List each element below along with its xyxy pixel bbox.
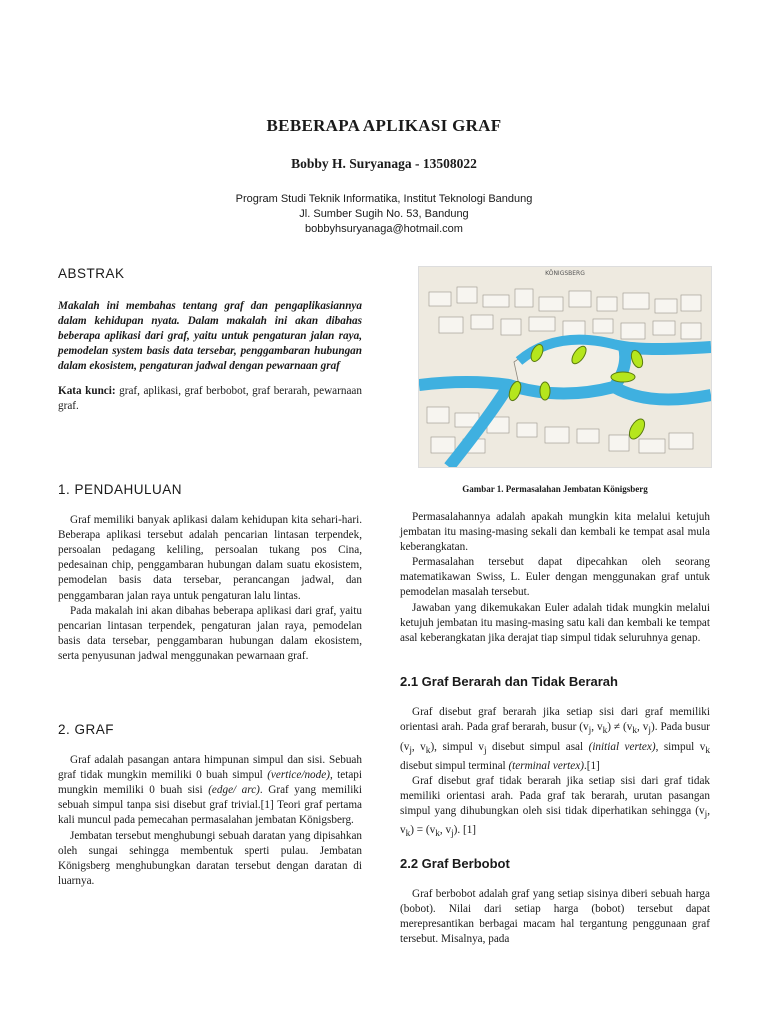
affiliation-line-1: Program Studi Teknik Informatika, Institut Teknologi Bandung (235, 193, 533, 205)
author-email: bobbyhsuryanaga@hotmail.com (305, 223, 463, 235)
abstract-heading: ABSTRAK (58, 266, 125, 281)
konigsberg-map (419, 267, 711, 467)
abstract-text: Makalah ini membahas tentang graf dan pengaplikasiannya dalam kehidupan nyata. Dalam makalah ini akan dibahas beberapa aplikasi dari graf, yaitu untuk pengaturan jalan raya, pemodelan system basis data tersebar, penggambaran hubungan dalam ekosistem, pengaturan jadwal dengan pewarnaan graf (58, 300, 362, 373)
section-2-heading: 2. GRAF (58, 722, 115, 737)
section-2-1 (400, 674, 710, 843)
section-1-paragraph-1: Graf memiliki banyak aplikasi dalam kehidupan kita sehari-hari. Beberapa aplikasi tersebut adalah pencarian lintasan terpendek, persoalan pedagang keliling, persoalan tukang pos Cina, pedesainan chip, penggambaran hubungan dalam suatu ekosistem, pemodelan basis data tersebar, perancangan jadwal, dan penggambaran jalan raya untuk pengaturan lalu lintas. (58, 514, 362, 602)
section-graf (58, 722, 362, 889)
author-line: Bobby H. Suryanaga - 13508022 (291, 156, 477, 171)
section-2-1-heading: 2.1 Graf Berarah dan Tidak Berarah (400, 674, 618, 689)
keywords-line (58, 384, 362, 414)
right-paragraph-3: Jawaban yang dikemukakan Euler adalah tidak mungkin melalui ketujuh jembatan itu masing-masing satu kali dan kembali ke tempat asal keberangkatan jika derajat tiap simpul tidak seluruhnya genap. (400, 601, 710, 644)
right-paragraph-2: Permasalahan tersebut dapat dipecahkan oleh seorang matematikawan Swiss, L. Euler dengan menggunakan graf untuk pemodelan masalah tersebut. (400, 556, 710, 599)
right-column-body (400, 510, 710, 646)
konigsberg-map-figure (418, 266, 712, 468)
map-label: KÖNIGSBERG (545, 270, 585, 277)
section-1-paragraph-2: Pada makalah ini akan dibahas beberapa aplikasi dari graf, yaitu pencarian lintasan terpendek, pengaturan jalan raya, pemodelan basis data tersebar, penggambaran hubungan dalam ekosistem, serta penyusunan jadwal menggunakan pewarnaan graf. (58, 604, 362, 662)
abstract-section (58, 266, 362, 414)
section-2-1-paragraph-1: Graf disebut graf berarah jika setiap sisi dari graf memiliki orientasi arah. Pada graf berarah, busur ($v_j$, $v_k) \ne (v_k$, $v_j$). Pada busur ($v_j$, $v_k$), simpul $v_j$ disebut simpul asal (initial vertex), simpul $v_k$ disebut simpul terminal (terminal vertex).[1] (400, 706, 711, 772)
affiliation-line-2: Jl. Sumber Sugih No. 53, Bandung (299, 208, 469, 220)
section-2-paragraph-2: Jembatan tersebut menghubungi sebuah daratan yang dipisahkan oleh sungai sehingga membentuk sperti pulau. Jembatan Königsberg menghubungkan daratan tersebut dengan daratan di luarnya. (58, 829, 362, 887)
paper-title: BEBERAPA APLIKASI GRAF (266, 116, 502, 135)
section-1-heading: 1. PENDAHULUAN (58, 482, 183, 497)
right-paragraph-1: Permasalahannya adalah apakah mungkin kita melalui ketujuh jembatan itu masing-masing sekali dan kembali ke tempat asal mula keberangkatan. (400, 511, 710, 554)
keywords-label: Kata kunci: (58, 384, 116, 397)
section-2-2 (400, 856, 710, 947)
affiliation-block (0, 192, 768, 237)
section-2-2-paragraph-1: Graf berbobot adalah graf yang setiap sisinya diberi sebuah harga (bobot). Nilai dari setiap harga (bobot) tersebut dapat merepresantikan berbagai macam hal tergantung penggunaan graf tersebut. Misalnya, pada (400, 888, 710, 946)
section-2-paragraph-1: Graf adalah pasangan antara himpunan simpul dan sisi. Sebuah graf tidak mungkin memiliki 0 buah simpul (vertice/node), tetapi mungkin memiliki 0 buah sisi (edge/ arc). Graf yang memiliki sebuah simpul tanpa sisi disebut graf trivial.[1] Teori graf pertama kali muncul pada pemecahan permasalahan jembatan Königsberg. (58, 754, 362, 827)
figure-caption: Gambar 1. Permasalahan Jembatan Königsberg (462, 484, 648, 494)
section-pendahuluan (58, 482, 362, 664)
section-2-1-paragraph-2: Graf disebut graf tidak berarah jika setiap sisi dari graf tidak memiliki orientasi arah. Pada graf tak berarah, urutan pasangan simpul yang dihubungkan oleh sisi tidak diperhatikan sehingga ($v_j$, $v_k) = (v_k$, $v_j$). [1] (400, 774, 710, 840)
keywords-text: graf, aplikasi, graf berbobot, graf berarah, pewarnaan graf. (58, 384, 362, 412)
section-2-2-heading: 2.2 Graf Berbobot (400, 856, 510, 871)
